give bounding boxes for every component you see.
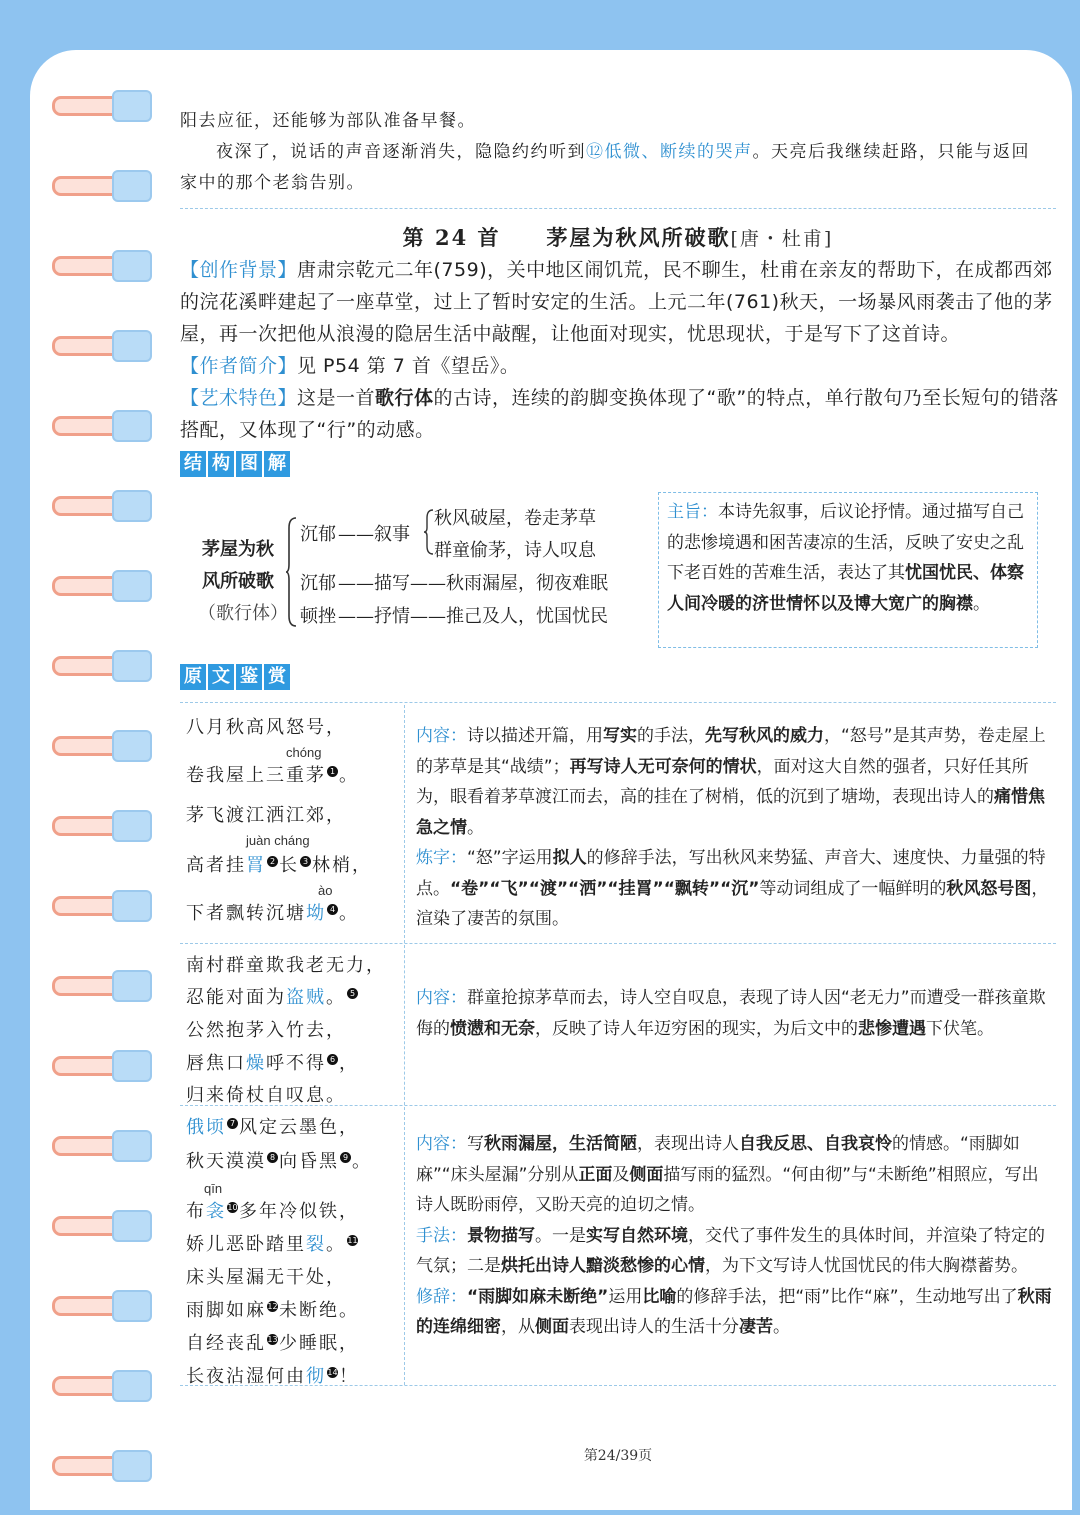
spiral-ring [52, 1048, 144, 1084]
spiral-ring [52, 1448, 144, 1484]
divider [180, 1385, 1056, 1386]
spiral-ring [52, 408, 144, 444]
spiral-ring [52, 1288, 144, 1324]
creation-background: 【创作背景】唐肃宗乾元二年(759)，关中地区闹饥荒，民不聊生，杜甫在亲友的帮助下，在成都西郊的浣花溪畔建起了一座草堂，过上了暂时安定的生活。上元二年(761)秋天，一场暴风雨袭击了他的茅屋，再一次把他从浪漫的隐居生活中敲醒，让他面对现实，忧思现状，于是写下了这首诗。 [180, 259, 1053, 345]
divider [180, 1105, 1056, 1106]
spiral-ring [52, 888, 144, 924]
structure-heading: 结 构 图 解 [180, 451, 290, 477]
theme-box: 主旨：本诗先叙事，后议论抒情。通过描写自己的悲惨境遇和困苦凄凉的生活，反映了安史之乱下老百姓的苦难生活，表达了其忧国忧民、体察人间冷暖的济世情怀以及博大宽广的胸襟。 [658, 492, 1038, 648]
stanza-2: 南村群童欺我老无力， 忍能对面为盗贼。 5 公然抱茅入竹去， 唇焦口燥呼不得 6 ， 归来倚杖自叹息。 内容：群童抢掠茅草而去，诗人空自叹息，表现了诗人因“老无力”而遭受一群孩童欺侮的愤懑和无奈，反映了诗人年迈穷困的现实，为后文中的悲惨遭遇下伏笔。 [180, 945, 1056, 1105]
poem-title: 第 24 首 茅屋为秋风所破歌[唐・杜甫] [402, 225, 834, 250]
spiral-ring [52, 168, 144, 204]
spiral-ring [52, 568, 144, 604]
page-number: 第24/39页 [583, 1448, 653, 1464]
spiral-ring [52, 248, 144, 284]
divider [180, 208, 1056, 209]
spiral-ring [52, 328, 144, 364]
poem-author: [唐・杜甫] [730, 228, 834, 250]
notebook-page [30, 50, 1072, 1510]
stanza-2-analysis: 内容：群童抢掠茅草而去，诗人空自叹息，表现了诗人因“老无力”而遭受一群孩童欺侮的愤懑和无奈，反映了诗人年迈穷困的现实，为后文中的悲惨遭遇下伏笔。 [416, 988, 1046, 1039]
spiral-ring [52, 808, 144, 844]
translation-text: 阳去应征，还能够为部队准备早餐。 夜深了，说话的声音逐渐消失，隐隐约约听到⑫低微、断续的哭声。天亮后我继续赶路，只能与返回 家中的那个老翁告别。 [180, 111, 1030, 193]
stanza-3: 俄顷 7 风定云墨色， 秋天漠漠 8 向昏黑 9 。 qīn 布衾10多年冷似铁， 娇儿恶卧踏里裂。11 床头屋漏无干处， 雨脚如麻12未断绝。 自经丧乱13少睡眠， 长夜沾湿何由彻14！ 内容：写秋雨漏屋，生活简陋，表现出诗人自我反思、自我哀怜的情感。“雨脚如麻”“床头屋漏”分别从正面及侧面描写雨的猛烈。“何由彻”与“未断绝”相照应，写出诗人既盼雨停，又盼天亮的迫切之情。 手法：景物描写。一是实写自然环境，交代了事件发生的具体时间，并渲染了特定的气氛；二是烘托出诗人黯淡愁惨的心情，为下文写诗人忧国忧民的伟大胸襟蓄势。 修辞：“雨脚如麻未断绝”运用比喻的修辞手法，把“雨”比作“麻”，生动地写出了秋雨的连绵细密，从侧面表现出诗人的生活十分凄苦。 [180, 1107, 1056, 1385]
art-features: 【艺术特色】这是一首歌行体的古诗，连续的韵脚变换体现了“歌”的特点，单行散句乃至长短句的错落搭配，又体现了“行”的动感。 [180, 387, 1059, 441]
sub-brace [424, 508, 434, 556]
spiral-ring [52, 1368, 144, 1404]
stanza-1: 八月秋高风怒号， chóng 卷我屋上三重茅 1 。 茅飞渡江洒江郊， juàn cháng 高者挂罥 2 长 3 林梢， ào 下者飘转沉塘坳 4 。 内容：诗以描述开篇，用写实的手法，先写秋风的威力，“怒号”是其声势，卷走屋上的茅草是其“战绩”；再写诗人无可奈何的情状，面对这大自然的强者，只好任其所为，眼看着茅草渡江而去，高的挂在了树梢，低的沉到了塘坳，表现出诗人的痛惜焦急之情。 炼字：“怒”字运用拟人的修辞手法，写出秋风来势猛、声音大、速度快、力量强的特点。“卷”“飞”“渡”“洒”“挂罥”“飘转”“沉”等动词组成了一幅鲜明的秋风怒号图，渲染了凄苦的氛围。 [180, 705, 1056, 943]
spiral-ring [52, 488, 144, 524]
structure-diagram: 茅屋为秋 风所破歌 （歌行体） 沉郁 ——叙事 秋风破屋，卷走茅草 群童偷茅，诗人叹息 沉郁 ——描写——秋雨漏屋，彻夜难眠 顿挫 ——抒情——推己及人，忧国忧民 [198, 508, 608, 627]
spiral-ring [52, 88, 144, 124]
spiral-ring [52, 1208, 144, 1244]
original-heading: 原 文 鉴 赏 [180, 664, 290, 690]
spiral-ring [52, 728, 144, 764]
spiral-ring [52, 968, 144, 1004]
spiral-ring [52, 1128, 144, 1164]
stanza-1-analysis: 内容：诗以描述开篇，用写实的手法，先写秋风的威力，“怒号”是其声势，卷走屋上的茅草是其“战绩”；再写诗人无可奈何的情状，面对这大自然的强者，只好任其所为，眼看着茅草渡江而去，高的挂在了树梢，低的沉到了塘坳，表现出诗人的痛惜焦急之情。 炼字：“怒”字运用拟人的修辞手法，写出秋风来势猛、声音大、速度快、力量强的特点。“卷”“飞”“渡”“洒”“挂罥”“飘转”“沉”等动词组成了一幅鲜明的秋风怒号图，渲染了凄苦的氛围。 [416, 726, 1049, 929]
stanza-3-analysis: 内容：写秋雨漏屋，生活简陋，表现出诗人自我反思、自我哀怜的情感。“雨脚如麻”“床头屋漏”分别从正面及侧面描写雨的猛烈。“何由彻”与“未断绝”相照应，写出诗人既盼雨停，又盼天亮的迫切之情。 手法：景物描写。一是实写自然环境，交代了事件发生的具体时间，并渲染了特定的气氛；二是烘托出诗人黯淡愁惨的心情，为下文写诗人忧国忧民的伟大胸襟蓄势。 修辞：“雨脚如麻未断绝”运用比喻的修辞手法，把“雨”比作“麻”，生动地写出了秋雨的连绵细密，从侧面表现出诗人的生活十分凄苦。 [416, 1134, 1052, 1337]
spiral-ring [52, 648, 144, 684]
divider [180, 943, 1056, 944]
author-intro: 【作者简介】见 P54 第 7 首《望岳》。 [180, 355, 520, 377]
structure-brace [286, 516, 298, 628]
divider [180, 702, 1056, 703]
